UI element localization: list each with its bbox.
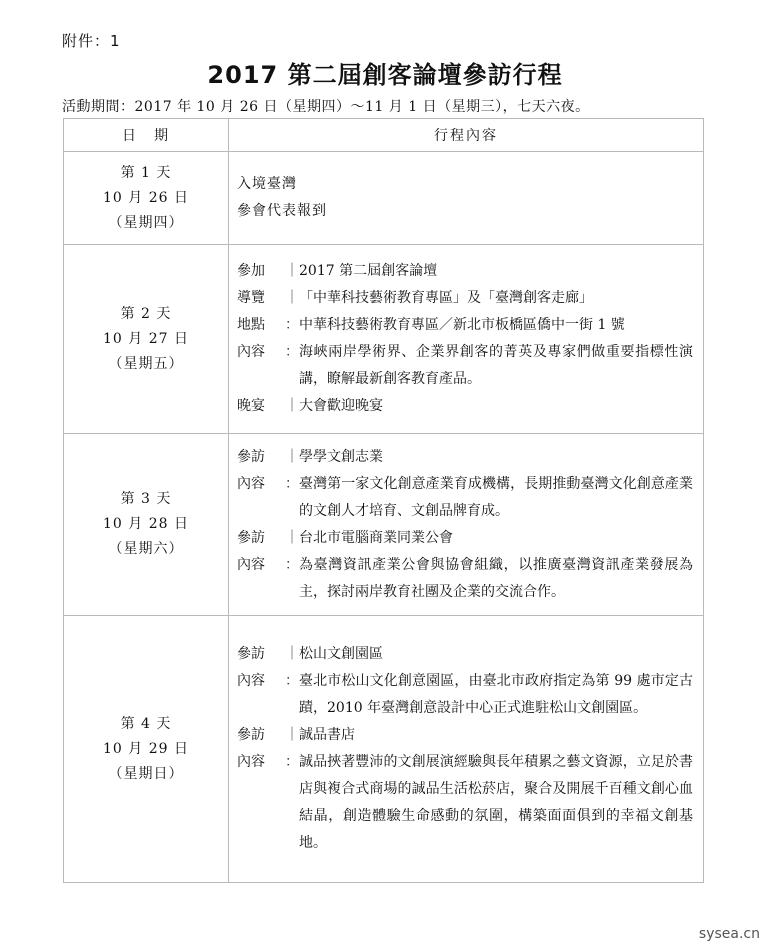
item-label: 內容 [237, 344, 265, 360]
item-value: 臺北市松山文化創意園區，由臺北市政府指定為第 99 處市定古蹟，2010 年臺灣創意設計中心正式進駐松山文創園區。 [299, 673, 693, 716]
item-label: 內容 [237, 475, 265, 492]
item-label: 參訪 [237, 646, 265, 662]
content-cell [229, 434, 704, 616]
content-cell [229, 152, 704, 245]
item-label: 參訪 [237, 448, 265, 465]
date-cell [64, 616, 229, 883]
item-label: 內容 [237, 673, 265, 689]
item-value: 2017 第二屆創客論壇 [299, 263, 438, 279]
itinerary-item [237, 749, 693, 857]
itinerary-item [237, 285, 693, 312]
itinerary-item [237, 722, 693, 749]
item-separator: ： [285, 344, 299, 360]
item-separator: ｜ [285, 290, 299, 306]
day-number: 第 2 天 [120, 305, 172, 322]
content-cell [229, 616, 704, 883]
table-header-row [64, 119, 704, 152]
item-separator: ： [285, 754, 299, 770]
item-label: 參加 [237, 263, 265, 279]
item-separator: ： [285, 556, 299, 573]
item-separator: ｜ [285, 646, 299, 662]
itinerary-line: 入境臺灣 [237, 176, 297, 192]
table-row [64, 245, 704, 434]
item-value: 中華科技藝術教育專區／新北市板橋區僑中一街 1 號 [299, 317, 625, 333]
item-value: 臺灣第一家文化創意產業育成機構，長期推動臺灣文化創意產業的文創人才培育、文創品牌育成。 [299, 475, 693, 519]
event-period: 活動期間：2017 年 10 月 26 日（星期四）～11 月 1 日（星期三），七天六夜。 [62, 99, 590, 115]
column-header-content: 行程內容 [229, 119, 704, 152]
item-value: 台北市電腦商業同業公會 [299, 529, 453, 546]
item-value: 誠品挾著豐沛的文創展演經驗與長年積累之藝文資源，立足於書店與複合式商場的誠品生活松菸店，聚合及開展千百種文創心血結晶，創造體驗生命感動的氛圍，構築面面俱到的幸福文創基地。 [299, 754, 693, 851]
month-day: 10 月 26 日 [103, 189, 189, 206]
item-value: 誠品書店 [299, 727, 355, 743]
itinerary-item [237, 258, 693, 285]
itinerary-item [237, 471, 693, 525]
item-separator: ： [285, 475, 299, 492]
itinerary-item [237, 312, 693, 339]
table-row [64, 152, 704, 245]
itinerary-item [237, 525, 693, 552]
day-number: 第 4 天 [120, 715, 172, 732]
date-cell [64, 152, 229, 245]
itinerary-item [237, 552, 693, 606]
item-separator: ｜ [285, 529, 299, 546]
date-cell [64, 245, 229, 434]
item-separator: ｜ [285, 448, 299, 465]
item-separator: ｜ [285, 398, 299, 414]
item-label: 內容 [237, 556, 265, 573]
schedule-table [63, 118, 704, 883]
item-label: 參訪 [237, 529, 265, 546]
item-label: 參訪 [237, 727, 265, 743]
month-day: 10 月 27 日 [103, 330, 189, 347]
itinerary-item [237, 393, 693, 420]
item-separator: ： [285, 317, 299, 333]
weekday: （星期四） [108, 214, 184, 231]
weekday: （星期五） [108, 355, 184, 372]
item-value: 海峽兩岸學術界、企業界創客的菁英及專家們做重要指標性演講，瞭解最新創客教育產品。 [299, 344, 693, 387]
month-day: 10 月 29 日 [103, 740, 189, 757]
date-cell [64, 434, 229, 616]
item-label: 地點 [237, 317, 265, 333]
item-value: 「中華科技藝術教育專區」及「臺灣創客走廊」 [299, 290, 593, 306]
day-number: 第 1 天 [120, 164, 172, 181]
table-row [64, 434, 704, 616]
item-value: 學學文創志業 [299, 448, 383, 465]
item-label: 內容 [237, 754, 265, 770]
content-cell [229, 245, 704, 434]
item-value: 松山文創園區 [299, 646, 383, 662]
weekday: （星期六） [108, 541, 184, 557]
itinerary-line: 參會代表報到 [237, 203, 327, 219]
attachment-label: 附件：1 [62, 32, 121, 50]
item-separator: ｜ [285, 727, 299, 743]
table-row [64, 616, 704, 883]
item-separator: ｜ [285, 263, 299, 279]
weekday: （星期日） [108, 765, 184, 782]
item-value: 為臺灣資訊產業公會與協會組織，以推廣臺灣資訊產業發展為主，探討兩岸教育社團及企業的交流合作。 [299, 556, 693, 600]
day-number: 第 3 天 [120, 491, 172, 507]
column-header-date: 日 期 [64, 119, 229, 152]
site-watermark: sysea.cn [698, 926, 760, 942]
itinerary-item [237, 668, 693, 722]
itinerary-item [237, 641, 693, 668]
itinerary-item [237, 339, 693, 393]
item-separator: ： [285, 673, 299, 689]
month-day: 10 月 28 日 [103, 516, 189, 532]
item-label: 晚宴 [237, 398, 265, 414]
item-label: 導覽 [237, 290, 265, 306]
item-value: 大會歡迎晚宴 [299, 398, 383, 414]
itinerary-item [237, 444, 693, 471]
page-title: 2017 第二屆創客論壇參訪行程 [207, 61, 563, 89]
